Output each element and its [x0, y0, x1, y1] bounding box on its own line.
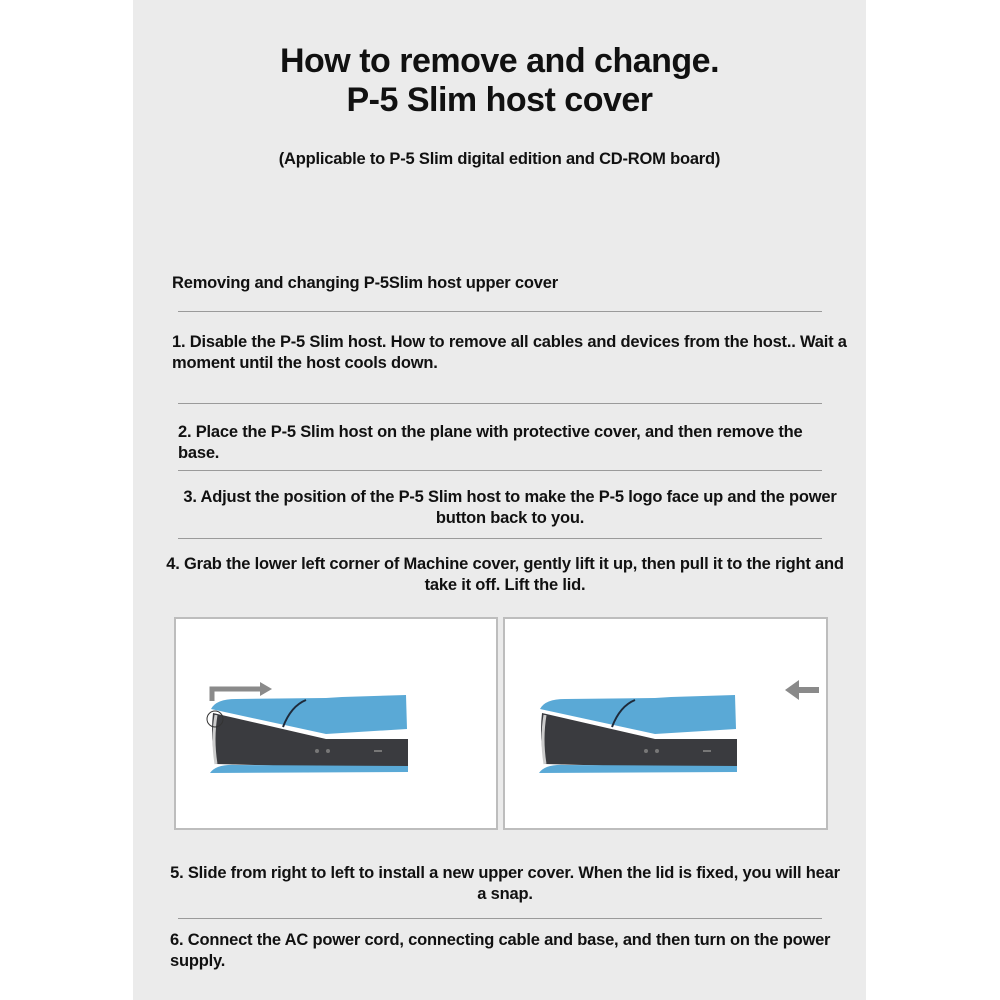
step-1: 1. Disable the P-5 Slim host. How to remove all cables and devices from the host.. Wait a moment until the host cools down. — [172, 333, 847, 372]
step-6: 6. Connect the AC power cord, connecting cable and base, and then turn on the power supply. — [170, 931, 831, 970]
step-4: 4. Grab the lower left corner of Machine cover, gently lift it up, then pull it to the right and take it off. Lift the lid. — [166, 555, 844, 594]
divider — [178, 403, 822, 404]
divider — [178, 918, 822, 919]
subtitle: (Applicable to P-5 Slim digital edition and CD-ROM board) — [278, 150, 721, 168]
title-line-2: P-5 Slim host cover — [346, 81, 653, 119]
step-5: 5. Slide from right to left to install a new upper cover. When the lid is fixed, you will hear a snap. — [170, 864, 840, 903]
arrow-left-icon — [797, 687, 819, 693]
divider — [178, 470, 822, 471]
divider — [178, 538, 822, 539]
step-2: 2. Place the P-5 Slim host on the plane with protective cover, and then remove the base. — [178, 423, 803, 462]
remove-cover-illustration — [174, 617, 498, 830]
step-3: 3. Adjust the position of the P-5 Slim host to make the P-5 logo face up and the power button back to you. — [183, 488, 837, 527]
title-line-1: How to remove and change. — [279, 42, 720, 80]
install-cover-illustration — [503, 617, 828, 830]
divider — [178, 311, 822, 312]
section-heading: Removing and changing P-5Slim host upper cover — [172, 274, 558, 292]
